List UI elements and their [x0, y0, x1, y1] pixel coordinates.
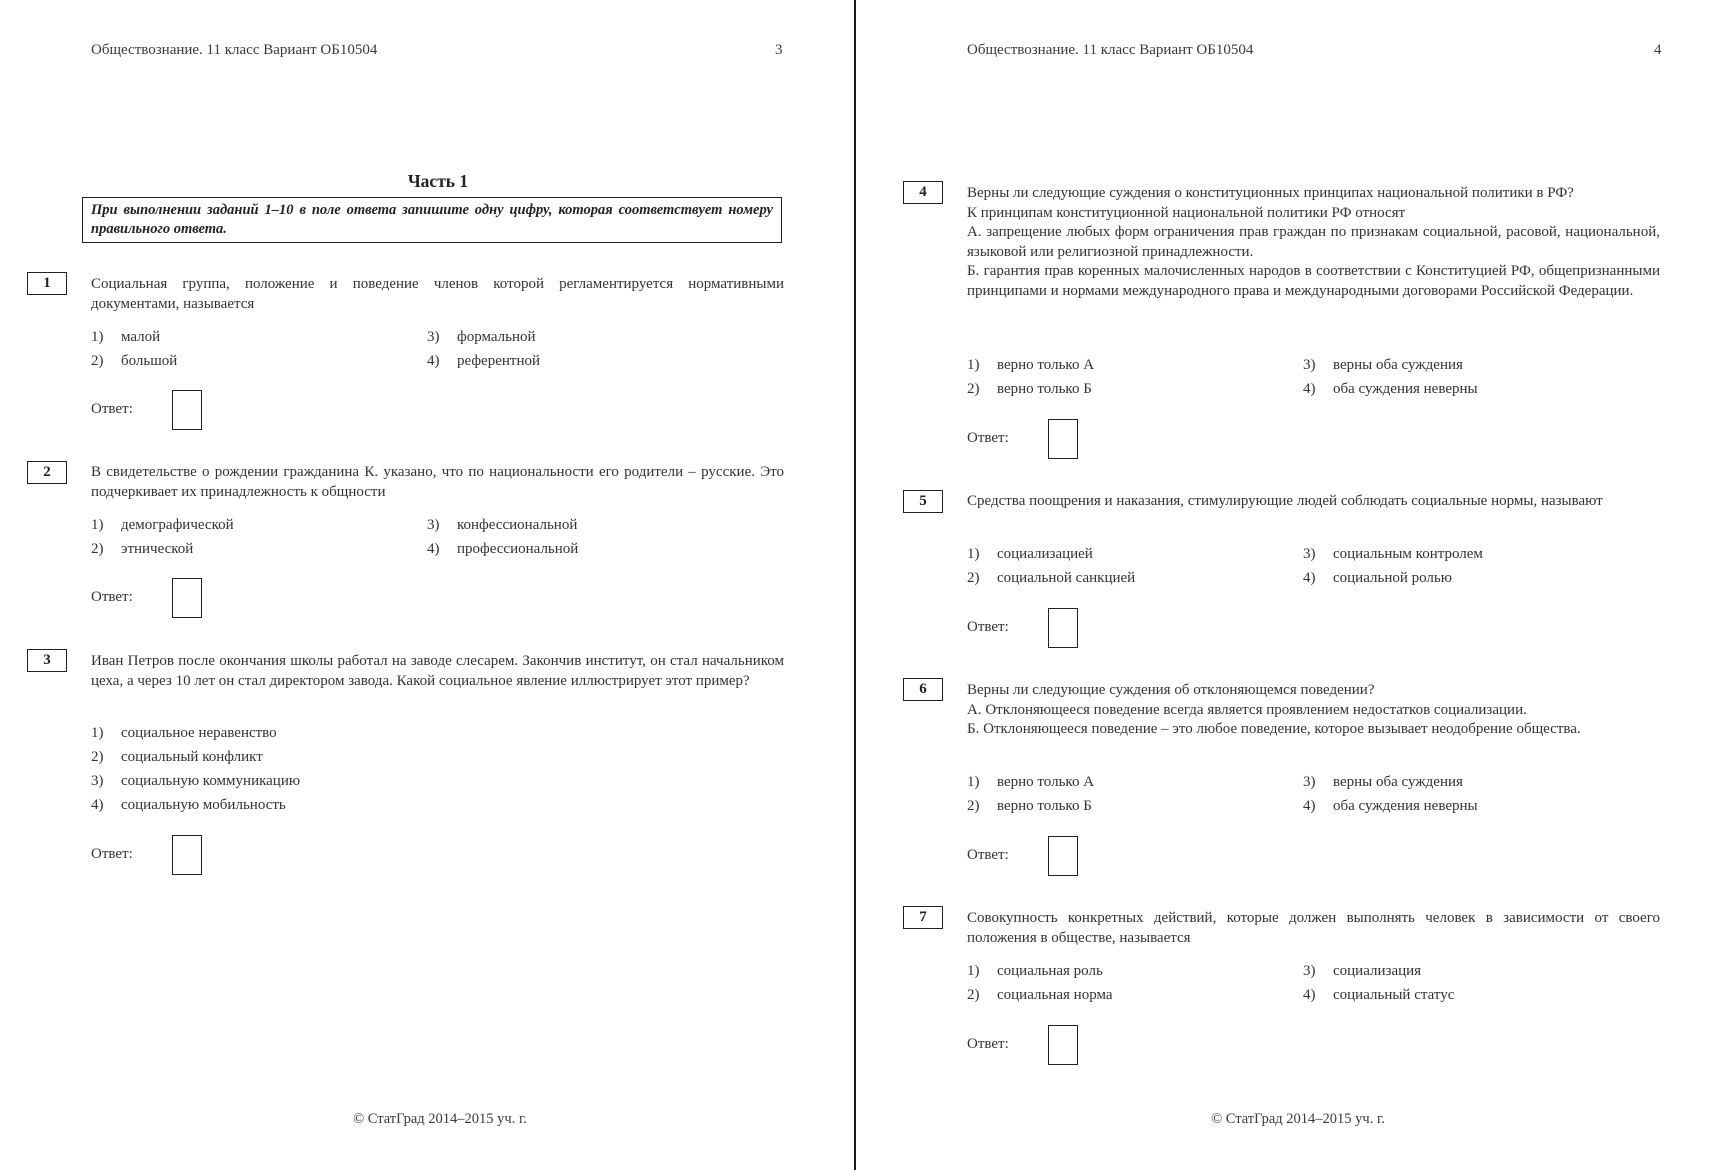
option: 1) социальное неравенство [91, 725, 277, 741]
answer-field[interactable] [172, 390, 202, 430]
option: 1) социальная роль [967, 963, 1103, 979]
question-text: Верны ли следующие суждения о конституционных принципах национальной политики в РФ? К принципам конституционной национальной политики РФ относят А. запрещение любых форм ограничения прав граждан по признакам социальной, расовой, национальной, языковой или религиозной принадлежности. Б. гарантия прав коренных малочисленных народов в соответствии с Конституцией РФ, общепризнанными принципами и нормами международного права и международными договорами Российской Федерации. [967, 185, 1660, 299]
option: 3) социальную коммуникацию [91, 773, 301, 789]
question-text: Совокупность конкретных действий, которые должен выполнять человек в зависимости от своего положения в обществе, называется [967, 910, 1660, 946]
question-number: 2 [27, 461, 67, 484]
page-header: Обществознание. 11 класс Вариант ОБ10504 [91, 42, 378, 58]
question-text: Иван Петров после окончания школы работал на заводе слесарем. Закончив институт, он стал начальником цеха, а через 10 лет он стал директором завода. Какой социальное явление иллюстрирует этот пример? [91, 653, 784, 689]
option: 4) оба суждения неверны [1303, 798, 1478, 814]
instruction-box: При выполнении заданий 1–10 в поле ответа запишите одну цифру, которая соответствует номеру правильного ответа. [82, 197, 782, 243]
question-text: В свидетельстве о рождении гражданина К. указано, что по национальности его родители – русские. Это подчеркивает их принадлежность к общности [91, 464, 784, 500]
option: 2) верно только Б [967, 798, 1092, 814]
answer-label: Ответ: [91, 589, 133, 605]
option: 1) верно только А [967, 774, 1095, 790]
question-number: 1 [27, 272, 67, 295]
question-number: 4 [903, 181, 943, 204]
option: 4) социальный статус [1303, 987, 1455, 1003]
option: 3) конфессиональной [427, 517, 578, 533]
question-text: Верны ли следующие суждения об отклоняющемся поведении? А. Отклоняющееся поведение всегда является проявлением недостатков социализации. Б. Отклоняющееся поведение – это любое поведение, которое вызывает неодобрение общества. [967, 682, 1581, 737]
question-number: 5 [903, 490, 943, 513]
answer-field[interactable] [1048, 1025, 1078, 1065]
answer-field[interactable] [172, 835, 202, 875]
answer-label: Ответ: [91, 846, 133, 862]
question-number: 7 [903, 906, 943, 929]
page-right [858, 0, 1712, 1170]
question-text: Средства поощрения и наказания, стимулирующие людей соблюдать социальные нормы, называют [967, 493, 1603, 509]
footer: © СтатГрад 2014–2015 уч. г. [353, 1111, 527, 1127]
option: 4) социальной ролью [1303, 570, 1452, 586]
option: 2) социальная норма [967, 987, 1113, 1003]
question-number: 3 [27, 649, 67, 672]
option: 1) социализацией [967, 546, 1093, 562]
option: 2) этнической [91, 541, 194, 557]
answer-field[interactable] [172, 578, 202, 618]
option: 4) референтной [427, 353, 541, 369]
footer: © СтатГрад 2014–2015 уч. г. [1211, 1111, 1385, 1127]
page-left [0, 0, 854, 1170]
option: 1) демографической [91, 517, 234, 533]
answer-label: Ответ: [967, 847, 1009, 863]
part-title: Часть 1 [407, 171, 469, 191]
page-number: 4 [1654, 42, 1662, 58]
page-header: Обществознание. 11 класс Вариант ОБ10504 [967, 42, 1254, 58]
option: 1) верно только А [967, 357, 1095, 373]
answer-label: Ответ: [91, 401, 133, 417]
answer-label: Ответ: [967, 1036, 1009, 1052]
answer-field[interactable] [1048, 608, 1078, 648]
option: 4) социальную мобильность [91, 797, 286, 813]
page-number: 3 [775, 42, 783, 58]
answer-field[interactable] [1048, 836, 1078, 876]
option: 3) верны оба суждения [1303, 357, 1463, 373]
answer-field[interactable] [1048, 419, 1078, 459]
option: 1) малой [91, 329, 161, 345]
answer-label: Ответ: [967, 619, 1009, 635]
option: 4) профессиональной [427, 541, 579, 557]
option: 2) верно только Б [967, 381, 1092, 397]
question-number: 6 [903, 678, 943, 701]
option: 2) социальный конфликт [91, 749, 263, 765]
page-divider [854, 0, 856, 1170]
option: 4) оба суждения неверны [1303, 381, 1478, 397]
answer-label: Ответ: [967, 430, 1009, 446]
option: 3) социальным контролем [1303, 546, 1483, 562]
option: 2) социальной санкцией [967, 570, 1136, 586]
option: 3) социализация [1303, 963, 1422, 979]
question-text: Социальная группа, положение и поведение членов которой регламентируется нормативными документами, называется [91, 276, 784, 312]
option: 3) верны оба суждения [1303, 774, 1463, 790]
option: 3) формальной [427, 329, 536, 345]
option: 2) большой [91, 353, 178, 369]
